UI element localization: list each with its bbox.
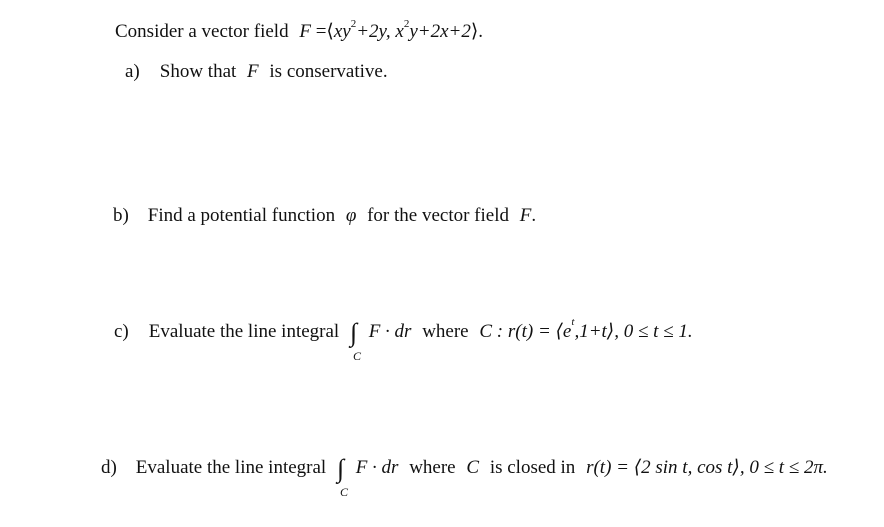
part-b-text-2: for the vector field — [367, 205, 509, 226]
curve-c: C : r(t) = ⟨e — [479, 321, 572, 342]
part-b — [113, 206, 536, 225]
part-b-end: . — [531, 205, 537, 226]
integral-sign-c: ∫ C — [349, 318, 361, 363]
part-d-text-1: Evaluate the line integral — [135, 457, 327, 478]
integral-sub-c: C — [352, 349, 361, 363]
part-d-text-2: is closed in — [489, 457, 576, 478]
integral-sub-d: C — [339, 485, 348, 499]
part-c-text-1: Evaluate the line integral — [148, 321, 340, 342]
curve-d: r(t) = ⟨2 sin t, cos t⟩, 0 ≤ t ≤ 2π. — [586, 457, 828, 478]
part-b-label: b) — [113, 205, 129, 226]
part-c — [114, 316, 693, 363]
part-a-var: F — [247, 61, 259, 82]
curve-c-sup: t — [571, 316, 575, 328]
curve-c-rest: ,1+t⟩, 0 ≤ t ≤ 1. — [574, 321, 693, 342]
exponent-2: 2 — [403, 18, 410, 30]
part-c-label: c) — [114, 321, 129, 342]
integral-sign-d: ∫ C — [336, 454, 348, 499]
integrand-c: F · dr — [368, 321, 412, 342]
intro-line — [115, 18, 484, 42]
component-1: xy — [333, 21, 351, 42]
curve-var-d: C — [466, 457, 480, 478]
intro-text: Consider a vector field — [115, 21, 289, 42]
part-a — [125, 62, 388, 81]
component-2: +2y, x — [356, 21, 404, 42]
integrand-d: F · dr — [355, 457, 399, 478]
part-b-text-1: Find a potential function — [147, 205, 336, 226]
potential-phi: φ — [345, 205, 357, 226]
part-a-label: a) — [125, 61, 140, 82]
close-bracket: ⟩. — [470, 21, 484, 42]
part-a-text-2: is conservative. — [269, 61, 388, 82]
component-3: y+2x+2 — [409, 21, 471, 42]
part-d — [101, 454, 828, 499]
exponent-1: 2 — [350, 18, 357, 30]
part-a-text-1: Show that — [159, 61, 237, 82]
where-d: where — [409, 457, 456, 478]
part-b-var: F — [519, 205, 532, 226]
equals-bracket: =⟨ — [315, 21, 334, 42]
part-d-label: d) — [101, 457, 117, 478]
vector-field-var: F — [299, 21, 311, 42]
where-c: where — [422, 321, 469, 342]
